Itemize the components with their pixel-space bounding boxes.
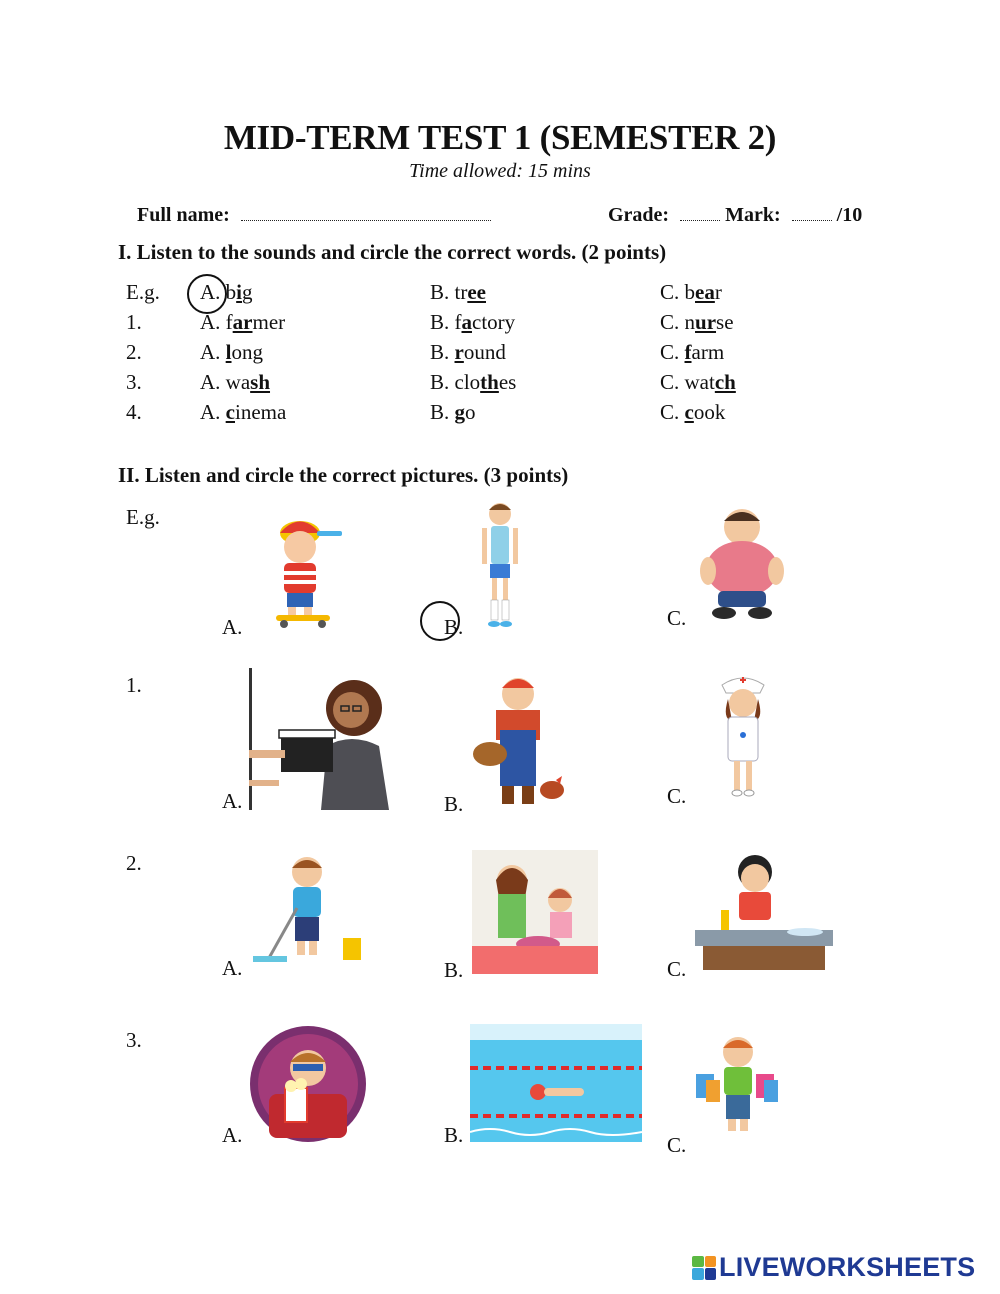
option-text: ook <box>693 400 726 424</box>
option-text: B. f <box>430 310 462 334</box>
part1-row-number: 1. <box>126 310 142 334</box>
part1-row-number: 3. <box>126 370 142 394</box>
underlined-sound: ar <box>232 310 253 334</box>
liveworksheets-logo[interactable] <box>692 1252 975 1283</box>
example-picture-circle <box>420 601 460 641</box>
part2-question-number: 2. <box>126 851 142 875</box>
part1-row <box>0 340 1000 370</box>
option-text: ound <box>463 340 506 364</box>
part1-option-b[interactable] <box>430 280 486 305</box>
example-answer-circle <box>187 274 227 314</box>
option-text: C. b <box>660 280 696 304</box>
underlined-sound: ch <box>714 370 736 394</box>
part2-question-number: E.g. <box>126 505 160 529</box>
option-text: B. clo <box>430 370 481 394</box>
part1-option-c[interactable] <box>660 340 724 365</box>
mark-total: /10 <box>836 204 863 226</box>
nurse-picture[interactable] <box>708 673 778 799</box>
part1-option-c[interactable] <box>660 400 725 425</box>
option-label-a[interactable]: A. <box>222 789 243 813</box>
part1-option-c[interactable] <box>660 370 736 395</box>
thin-man-picture[interactable] <box>470 500 530 632</box>
underlined-sound: sh <box>250 370 271 394</box>
swimming-pool-picture[interactable] <box>470 1024 642 1142</box>
option-text: r <box>714 280 722 304</box>
part1-option-c[interactable] <box>660 310 734 335</box>
part1-option-b[interactable] <box>430 370 516 395</box>
part1-row-number: 4. <box>126 400 142 424</box>
option-text: mer <box>252 310 286 334</box>
underlined-sound: f <box>684 340 692 364</box>
option-text: ctory <box>472 310 516 334</box>
option-text: C. <box>660 340 685 364</box>
option-text: C. <box>660 400 685 424</box>
option-text: B. <box>430 340 455 364</box>
option-label-c[interactable]: C. <box>667 957 687 981</box>
option-text: C. n <box>660 310 696 334</box>
option-text: A. b <box>200 280 237 304</box>
part1-option-b[interactable] <box>430 310 515 335</box>
underlined-sound: ur <box>695 310 717 334</box>
part2-question-number: 3. <box>126 1028 142 1052</box>
film-director-picture[interactable] <box>249 668 409 810</box>
boy-mopping-floor-picture[interactable] <box>249 850 367 974</box>
boy-on-skateboard-picture[interactable] <box>262 505 347 630</box>
part2-heading: II. Listen and circle the correct pictures. (3 points) <box>118 463 569 487</box>
option-label-b[interactable]: B. <box>444 792 464 816</box>
part1-option-a[interactable] <box>200 340 263 365</box>
option-text: A. <box>200 400 226 424</box>
part1-row <box>0 400 1000 430</box>
underlined-sound: c <box>225 400 235 424</box>
part1-option-a[interactable] <box>200 310 285 335</box>
option-text: inema <box>235 400 287 424</box>
girl-washing-dishes-picture[interactable] <box>695 850 833 974</box>
part1-row <box>0 280 1000 310</box>
liveworksheets-logo-text: LIVEWORKSHEETS <box>719 1252 976 1282</box>
full-name-dotted-line[interactable] <box>241 206 491 221</box>
underlined-sound: r <box>454 340 464 364</box>
fat-man-picture[interactable] <box>696 503 788 621</box>
part1-row <box>0 310 1000 340</box>
underlined-sound: i <box>236 280 243 304</box>
full-name-label: Full name: <box>137 204 230 226</box>
option-label-c[interactable]: C. <box>667 1133 687 1157</box>
option-label-c[interactable]: C. <box>667 606 687 630</box>
part1-option-b[interactable] <box>430 400 476 425</box>
mark-label: Mark: <box>725 204 781 226</box>
option-text: B. <box>430 400 455 424</box>
farmer-picture[interactable] <box>470 672 566 808</box>
option-label-a[interactable]: A. <box>222 1123 243 1147</box>
option-text: B. tr <box>430 280 468 304</box>
part1-option-a[interactable] <box>200 400 286 425</box>
boy-shopping-picture[interactable] <box>694 1034 782 1138</box>
mother-daughter-cooking-picture[interactable] <box>472 850 598 974</box>
option-label-a[interactable]: A. <box>222 956 243 980</box>
option-text: C. wat <box>660 370 715 394</box>
part1-row <box>0 370 1000 400</box>
page-title: MID-TERM TEST 1 (SEMESTER 2) <box>223 118 777 157</box>
option-text: A. <box>200 340 226 364</box>
option-text: ong <box>231 340 264 364</box>
option-label-b[interactable]: B. <box>444 1123 464 1147</box>
part1-heading: I. Listen to the sounds and circle the correct words. (2 points) <box>118 240 667 264</box>
option-text: g <box>242 280 253 304</box>
part2-question-number: 1. <box>126 673 142 697</box>
part1-row-number: E.g. <box>126 280 160 304</box>
option-text: o <box>465 400 476 424</box>
liveworksheets-logo-icon <box>692 1256 716 1280</box>
boy-at-cinema-picture[interactable] <box>249 1024 367 1144</box>
underlined-sound: ea <box>695 280 715 304</box>
underlined-sound: ee <box>467 280 486 304</box>
grade-label: Grade: <box>608 204 670 226</box>
option-label-b[interactable]: B. <box>444 958 464 982</box>
part1-option-b[interactable] <box>430 340 506 365</box>
underlined-sound: a <box>461 310 472 334</box>
option-text: se <box>716 310 734 334</box>
option-text: A. f <box>200 310 233 334</box>
option-text: arm <box>691 340 725 364</box>
option-label-b[interactable]: B. <box>444 615 464 639</box>
underlined-sound: g <box>454 400 466 424</box>
grade-dotted-line[interactable] <box>680 206 720 221</box>
mark-dotted-line[interactable] <box>792 206 832 221</box>
underlined-sound: c <box>684 400 694 424</box>
full-name-field[interactable] <box>137 204 491 227</box>
part1-row-number: 2. <box>126 340 142 364</box>
time-allowed: Time allowed: 15 mins <box>409 160 591 182</box>
part1-option-a[interactable] <box>200 370 270 395</box>
part1-option-c[interactable] <box>660 280 722 305</box>
option-label-a[interactable]: A. <box>222 615 243 639</box>
option-text: A. wa <box>200 370 251 394</box>
underlined-sound: th <box>480 370 499 394</box>
option-text: es <box>498 370 517 394</box>
underlined-sound: l <box>225 340 232 364</box>
grade-mark-field <box>608 204 862 227</box>
option-label-c[interactable]: C. <box>667 784 687 808</box>
